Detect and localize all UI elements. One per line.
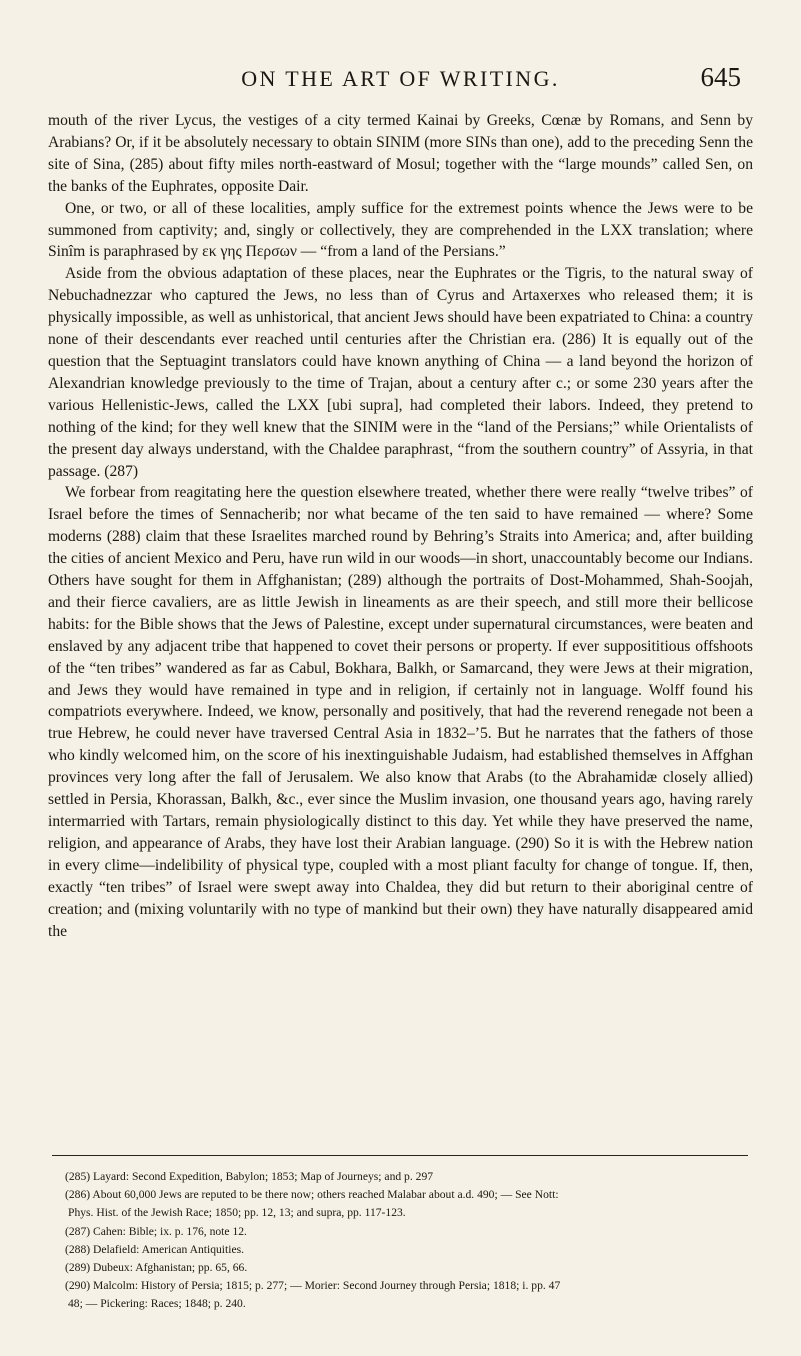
footnote: (290) Malcolm: History of Persia; 1815; p. 277; — Morier: Second Journey through Persia; 1818; i. pp. 47 — [65, 1279, 561, 1293]
footnote-continuation: Phys. Hist. of the Jewish Race; 1850; pp. 12, 13; and supra, pp. 117-123. — [68, 1206, 406, 1220]
footnote-divider — [52, 1155, 748, 1156]
paragraph: Aside from the obvious adaptation of these places, near the Euphrates or the Tigris, to the natural sway of Nebuchadnezzar who captured the Jews, no less than of Cyrus and Artaxerxes who released them; it is physically impossible, as well as unhistorical, that ancient Jews should have been expatriated to China: a country none of their descendants ever reached until centuries after the Christian era. (286) It is equally out of the question that the Septuagint translators could have known anything of China — a land beyond the horizon of Alexandrian knowledge previously to the time of Trajan, about a century after c.; or some 230 years after the various Hellenistic-Jews, called the LXX [ubi supra], had completed their labors. Indeed, they pretend to nothing of the kind; for they well knew that the SINIM were in the “land of the Persians;” while Orientalists of the present day always understand, with the Chaldee paraphrast, “from the southern country” of Assyria, in that passage. (287) — [48, 265, 754, 480]
footnote: (285) Layard: Second Expedition, Babylon; 1853; Map of Journeys; and p. 297 — [65, 1170, 434, 1183]
running-head: ON THE ART OF WRITING. — [241, 66, 560, 91]
page-number: 645 — [700, 62, 741, 92]
paragraph: One, or two, or all of these localities, amply suffice for the extremest points whence the Jews were to be summoned from captivity; and, singly or collectively, they are comprehended in the LXX translation; where Sinîm is paraphrased by εκ γης Περσων — “from a land of the Persians.” — [48, 199, 753, 261]
footnote: (287) Cahen: Bible; ix. p. 176, note 12. — [65, 1224, 247, 1238]
footnote: (289) Dubeux: Afghanistan; pp. 65, 66. — [65, 1261, 248, 1275]
footnotes — [48, 1168, 753, 1314]
main-text — [48, 110, 753, 942]
footnote: (288) Delafield: American Antiquities. — [65, 1242, 245, 1256]
paragraph: We forbear from reagitating here the question elsewhere treated, whether there were really “twelve tribes” of Israel before the times of Sennacherib; nor what became of the ten said to have remained — where? Some moderns (288) claim that these Israelites marched round by Behring’s Straits into America; and, after building the cities of ancient Mexico and Peru, have run wild in our woods—in short, unaccountably become our Indians. Others have sought for them in Affghanistan; (289) although the portraits of Dost-Mohammed, Shah-Soojah, and their fierce cavaliers, are as little Jewish in lineaments as are their speech, and still more their bellicose habits: for the Bible shows that the Jews of Palestine, except under supernatural circumstances, were beaten and enslaved by any adjacent tribe that happened to covet their persons or property. If ever supposititious offshoots of the “ten tribes” wandered as far as Cabul, Bokhara, Balkh, or Samarcand, they were Jews at their migration, and Jews they would have remained in type and in religion, if certainly not in language. Wolff found his compatriots everywhere. Indeed, we know, personally and positively, that had the reverend renegade not been a true Hebrew, he could never have traversed Central Asia in 1832–’5. But he narrates that the fathers of those who kindly welcomed him, on the score of his inextinguishable Judaism, had established themselves in Affghan provinces very long after the fall of Jerusalem. We also know that Arabs (to the Abrahamidæ closely allied) settled in Persia, Khorassan, Balkh, &c., ever since the Muslim invasion, one thousand years ago, having rarely intermarried with Tartars, remain physiologically distinct to this day. Yet while they have preserved the name, religion, and appearance of Arabs, they have lost their Arabian language. (290) So it is with the Hebrew nation in every clime—indelibility of physical type, coupled with a most pliant faculty for change of tongue. If, then, exactly “ten tribes” of Israel were swept away into Chaldea, they did but return to their aboriginal centre of creation; and (mixing voluntarily with no type of mankind but their own) they have naturally disappeared amid the — [48, 484, 753, 940]
footnote-continuation: 48; — Pickering: Races; 1848; p. 240. — [68, 1297, 246, 1311]
paragraph: mouth of the river Lycus, the vestiges of a city termed Kainai by Greeks, Cœnæ by Romans, and Senn by Arabians? Or, if it be absolutely necessary to obtain SINIM (more SINs than one), add to the preceding Senn the site of Sina, (285) about fifty miles north-eastward of Mosul; together with the “large mounds” called Sen, on the banks of the Euphrates, opposite Dair. — [48, 112, 753, 195]
footnote: (286) About 60,000 Jews are reputed to be there now; others reached Malabar about a.d. 490; — See Nott: — [65, 1188, 559, 1202]
